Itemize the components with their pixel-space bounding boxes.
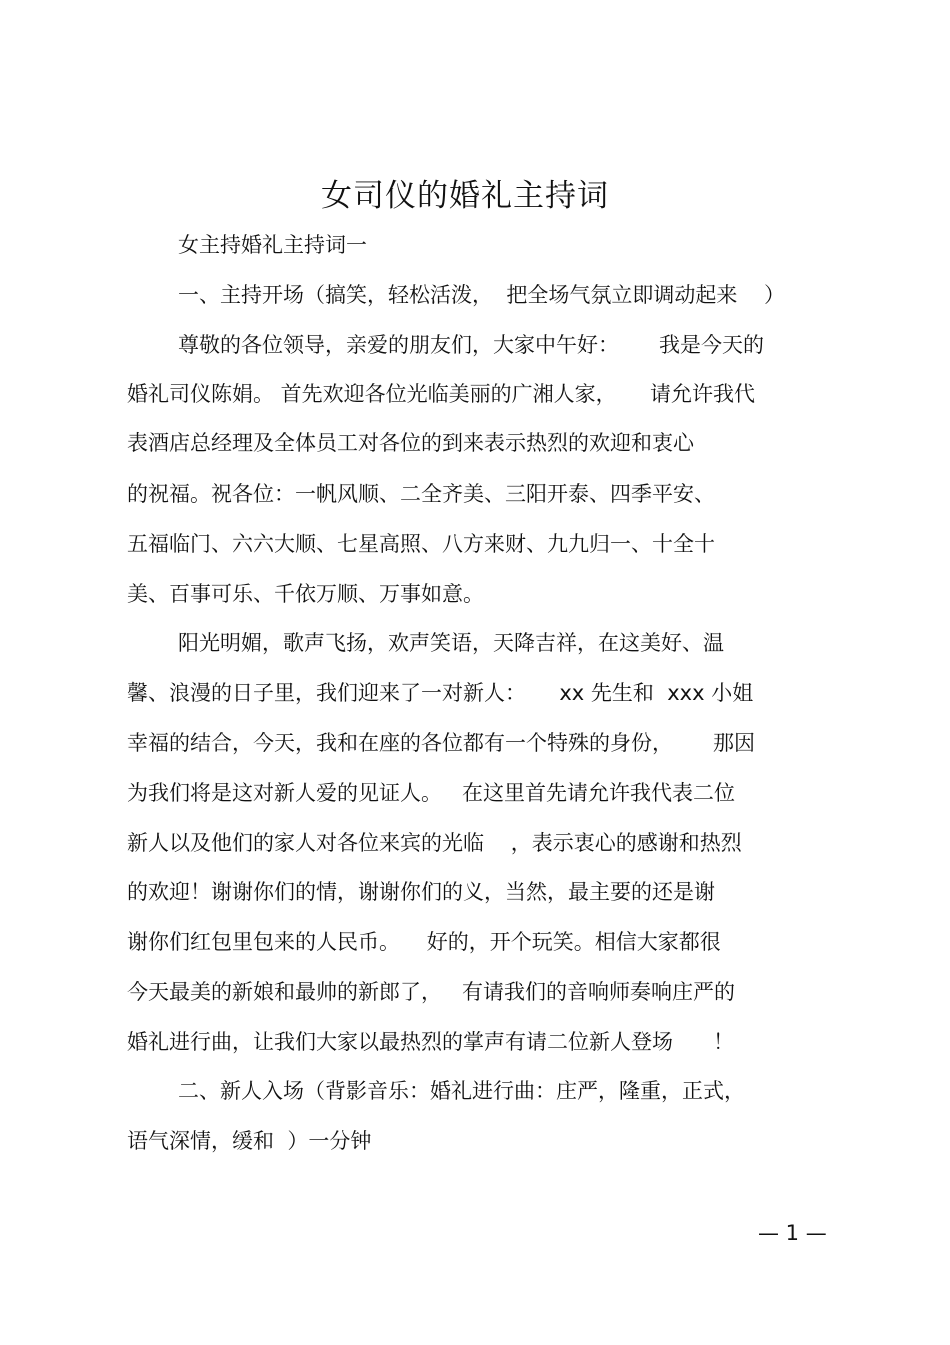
paragraph-line: 阳光明媚，歌声飞扬，欢声笑语，天降吉祥，在这美好、温 (178, 631, 724, 655)
paragraph-line: 一、主持开场（搞笑，轻松活泼， 把全场气氛立即调动起来 ） (178, 283, 786, 307)
paragraph-line: 的欢迎！谢谢你们的情，谢谢你们的义，当然，最主要的还是谢 (127, 880, 715, 904)
paragraph-line: 婚礼司仪陈娟。 首先欢迎各位光临美丽的广湘人家， 请允许我代 (127, 382, 756, 406)
paragraph-line: 今天最美的新娘和最帅的新郎了， 有请我们的音响师奏响庄严的 (127, 980, 736, 1004)
paragraph-line: 美、百事可乐、千依万顺、万事如意。 (127, 582, 484, 606)
paragraph-line: 女主持婚礼主持词一 (178, 233, 367, 257)
paragraph-line: 馨、浪漫的日子里，我们迎来了一对新人： xx 先生和 xxx 小姐 (127, 681, 754, 705)
paragraph-line: 二、新人入场（背影音乐：婚礼进行曲：庄严，隆重，正式， (178, 1079, 745, 1103)
paragraph-line: 婚礼进行曲，让我们大家以最热烈的掌声有请二位新人登场 ！ (127, 1030, 735, 1054)
paragraph-line: 尊敬的各位领导，亲爱的朋友们，大家中午好： 我是今天的 (178, 333, 765, 357)
paragraph-line: 为我们将是这对新人爱的见证人。 在这里首先请允许我代表二位 (127, 781, 736, 805)
paragraph-line: 新人以及他们的家人对各位来宾的光临 ，表示衷心的感谢和热烈 (127, 831, 742, 855)
page-number: — 1 — (758, 1221, 827, 1245)
paragraph-line: 语气深情，缓和 ）一分钟 (127, 1129, 372, 1153)
paragraph-line: 谢你们红包里包来的人民币。 好的，开个玩笑。相信大家都很 (127, 930, 721, 954)
paragraph-line: 幸福的结合，今天，我和在座的各位都有一个特殊的身份， 那因 (127, 731, 756, 755)
paragraph-line: 的祝福。祝各位：一帆风顺、二全齐美、三阳开泰、四季平安、 (127, 482, 715, 506)
document-title: 女司仪的婚礼主持词 (321, 178, 609, 214)
paragraph-line: 表酒店总经理及全体员工对各位的到来表示热烈的欢迎和衷心 (127, 431, 694, 455)
paragraph-line: 五福临门、六六大顺、七星高照、八方来财、九九归一、十全十 (127, 532, 715, 556)
